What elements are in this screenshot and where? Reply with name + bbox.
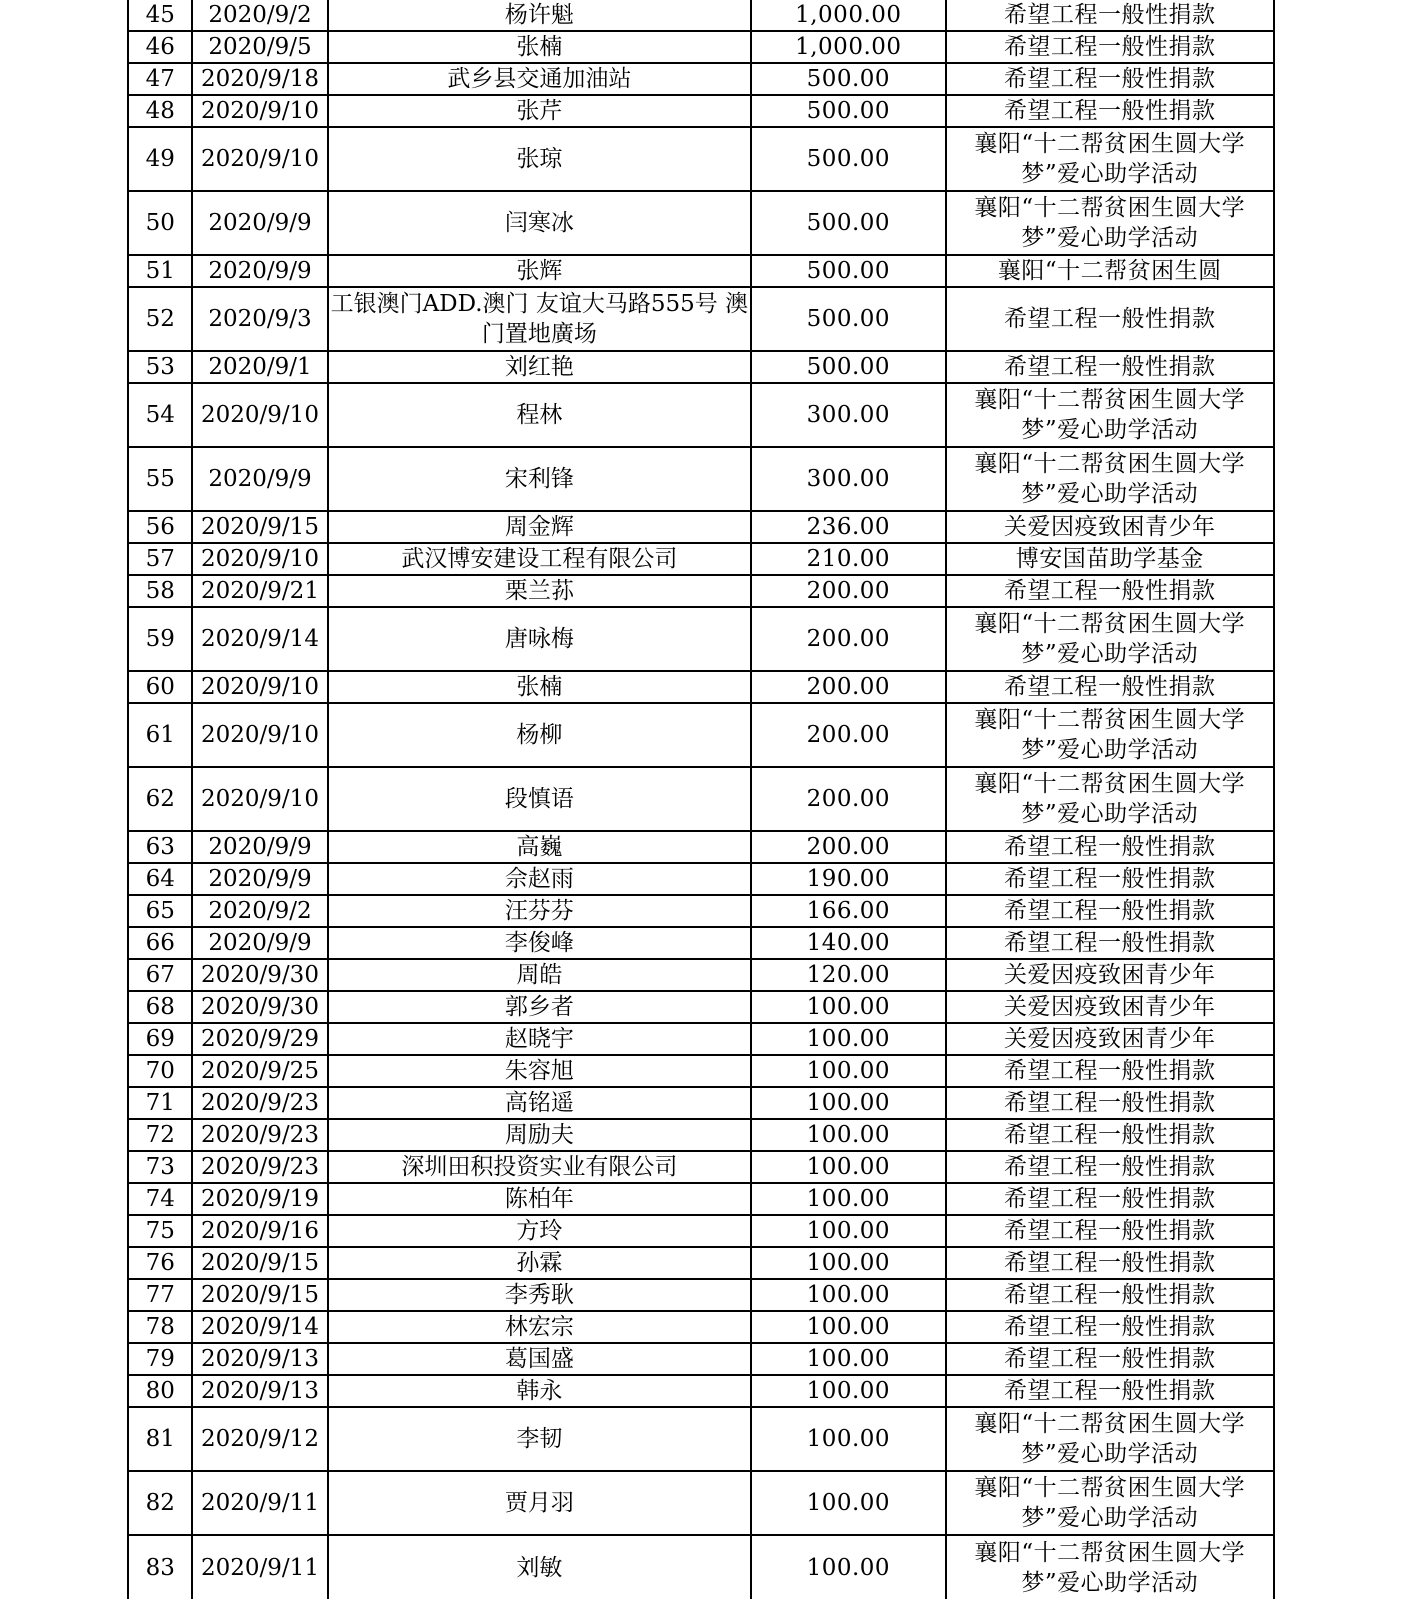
cell-donor-name: 栗兰荪 [328,575,752,607]
cell-serial-number: 65 [128,895,192,927]
cell-amount: 100.00 [751,1471,945,1535]
cell-project: 希望工程一般性捐款 [946,1055,1274,1087]
cell-date: 2020/9/10 [192,95,327,127]
cell-date: 2020/9/10 [192,671,327,703]
cell-donor-name: 闫寒冰 [328,191,752,255]
cell-project: 襄阳“十二帮贫困生圆大学梦”爱心助学活动 [946,767,1274,831]
cell-donor-name: 周皓 [328,959,752,991]
cell-date: 2020/9/1 [192,351,327,383]
cell-amount: 200.00 [751,607,945,671]
cell-amount: 100.00 [751,1407,945,1471]
cell-serial-number: 47 [128,63,192,95]
cell-serial-number: 69 [128,1023,192,1055]
cell-project: 希望工程一般性捐款 [946,31,1274,63]
table-row [128,767,1274,831]
table-row [128,671,1274,703]
cell-date: 2020/9/14 [192,607,327,671]
cell-date: 2020/9/3 [192,287,327,351]
cell-project: 襄阳“十二帮贫困生圆大学梦”爱心助学活动 [946,127,1274,191]
cell-amount: 1,000.00 [751,31,945,63]
cell-serial-number: 78 [128,1311,192,1343]
table-row [128,543,1274,575]
cell-serial-number: 54 [128,383,192,447]
cell-date: 2020/9/11 [192,1471,327,1535]
cell-amount: 200.00 [751,671,945,703]
cell-serial-number: 70 [128,1055,192,1087]
cell-serial-number: 74 [128,1183,192,1215]
cell-project: 希望工程一般性捐款 [946,1119,1274,1151]
cell-amount: 200.00 [751,767,945,831]
cell-donor-name: 张琼 [328,127,752,191]
table-row [128,607,1274,671]
table-row [128,1119,1274,1151]
cell-amount: 236.00 [751,511,945,543]
cell-project: 希望工程一般性捐款 [946,351,1274,383]
cell-project: 襄阳“十二帮贫困生圆大学梦”爱心助学活动 [946,1407,1274,1471]
cell-date: 2020/9/14 [192,1311,327,1343]
table-row [128,575,1274,607]
cell-donor-name: 孙霖 [328,1247,752,1279]
cell-serial-number: 73 [128,1151,192,1183]
cell-serial-number: 62 [128,767,192,831]
cell-donor-name: 程林 [328,383,752,447]
table-row [128,383,1274,447]
cell-amount: 190.00 [751,863,945,895]
cell-date: 2020/9/25 [192,1055,327,1087]
cell-amount: 100.00 [751,1183,945,1215]
table-row [128,511,1274,543]
table-row [128,1471,1274,1535]
cell-project: 襄阳“十二帮贫困生圆大学梦”爱心助学活动 [946,607,1274,671]
cell-serial-number: 71 [128,1087,192,1119]
cell-project: 希望工程一般性捐款 [946,1183,1274,1215]
cell-donor-name: 张楠 [328,31,752,63]
cell-project: 关爱因疫致困青少年 [946,511,1274,543]
cell-date: 2020/9/23 [192,1151,327,1183]
cell-serial-number: 80 [128,1375,192,1407]
cell-amount: 100.00 [751,1119,945,1151]
cell-donor-name: 陈柏年 [328,1183,752,1215]
cell-serial-number: 68 [128,991,192,1023]
table-row [128,1407,1274,1471]
cell-donor-name: 刘红艳 [328,351,752,383]
cell-amount: 200.00 [751,831,945,863]
cell-project: 希望工程一般性捐款 [946,575,1274,607]
cell-serial-number: 52 [128,287,192,351]
cell-project: 襄阳“十二帮贫困生圆大学梦”爱心助学活动 [946,703,1274,767]
cell-amount: 100.00 [751,1055,945,1087]
table-row [128,1375,1274,1407]
cell-date: 2020/9/19 [192,1183,327,1215]
cell-serial-number: 50 [128,191,192,255]
cell-serial-number: 81 [128,1407,192,1471]
cell-project: 希望工程一般性捐款 [946,895,1274,927]
cell-amount: 100.00 [751,1023,945,1055]
cell-serial-number: 56 [128,511,192,543]
table-row [128,1023,1274,1055]
cell-donor-name: 汪芬芬 [328,895,752,927]
cell-project: 襄阳“十二帮贫困生圆大学梦”爱心助学活动 [946,1535,1274,1599]
cell-date: 2020/9/23 [192,1119,327,1151]
cell-amount: 100.00 [751,991,945,1023]
cell-donor-name: 杨柳 [328,703,752,767]
table-row [128,1151,1274,1183]
table-row [128,31,1274,63]
cell-serial-number: 63 [128,831,192,863]
cell-donor-name: 朱容旭 [328,1055,752,1087]
cell-date: 2020/9/9 [192,863,327,895]
cell-project: 希望工程一般性捐款 [946,1311,1274,1343]
table-row [128,447,1274,511]
cell-amount: 100.00 [751,1535,945,1599]
cell-project: 希望工程一般性捐款 [946,95,1274,127]
cell-project: 希望工程一般性捐款 [946,1279,1274,1311]
cell-serial-number: 45 [128,0,192,31]
cell-project: 希望工程一般性捐款 [946,0,1274,31]
cell-amount: 500.00 [751,95,945,127]
table-row [128,191,1274,255]
cell-serial-number: 57 [128,543,192,575]
cell-donor-name: 工银澳门ADD.澳门 友谊大马路555号 澳门置地廣场 [328,287,752,351]
cell-project: 希望工程一般性捐款 [946,863,1274,895]
cell-donor-name: 刘敏 [328,1535,752,1599]
cell-amount: 100.00 [751,1375,945,1407]
cell-project: 希望工程一般性捐款 [946,1087,1274,1119]
cell-amount: 500.00 [751,63,945,95]
cell-donor-name: 周励夫 [328,1119,752,1151]
cell-date: 2020/9/30 [192,959,327,991]
cell-project: 希望工程一般性捐款 [946,927,1274,959]
cell-project: 希望工程一般性捐款 [946,1247,1274,1279]
table-row [128,1247,1274,1279]
cell-amount: 500.00 [751,287,945,351]
table-row [128,831,1274,863]
cell-date: 2020/9/23 [192,1087,327,1119]
table-row [128,703,1274,767]
cell-serial-number: 66 [128,927,192,959]
cell-serial-number: 83 [128,1535,192,1599]
cell-donor-name: 武乡县交通加油站 [328,63,752,95]
cell-serial-number: 48 [128,95,192,127]
table-row [128,95,1274,127]
cell-donor-name: 方玲 [328,1215,752,1247]
cell-date: 2020/9/9 [192,927,327,959]
cell-serial-number: 82 [128,1471,192,1535]
cell-donor-name: 武汉博安建设工程有限公司 [328,543,752,575]
cell-date: 2020/9/15 [192,1279,327,1311]
cell-project: 襄阳“十二帮贫困生圆大学梦”爱心助学活动 [946,1471,1274,1535]
cell-project: 关爱因疫致困青少年 [946,1023,1274,1055]
cell-donor-name: 李俊峰 [328,927,752,959]
cell-serial-number: 58 [128,575,192,607]
cell-serial-number: 76 [128,1247,192,1279]
table-row [128,1087,1274,1119]
cell-project: 襄阳“十二帮贫困生圆大学梦”爱心助学活动 [946,383,1274,447]
table-row [128,1343,1274,1375]
cell-project: 希望工程一般性捐款 [946,1151,1274,1183]
table-row [128,1055,1274,1087]
cell-donor-name: 赵晓宇 [328,1023,752,1055]
table-row [128,927,1274,959]
cell-serial-number: 64 [128,863,192,895]
cell-donor-name: 李秀耿 [328,1279,752,1311]
cell-donor-name: 周金辉 [328,511,752,543]
table-row [128,1215,1274,1247]
cell-amount: 200.00 [751,703,945,767]
cell-date: 2020/9/9 [192,191,327,255]
cell-date: 2020/9/15 [192,511,327,543]
table-row [128,959,1274,991]
cell-project: 襄阳“十二帮贫困生圆大学梦”爱心助学活动 [946,447,1274,511]
cell-amount: 300.00 [751,383,945,447]
cell-date: 2020/9/30 [192,991,327,1023]
cell-donor-name: 宋利锋 [328,447,752,511]
cell-serial-number: 75 [128,1215,192,1247]
cell-date: 2020/9/18 [192,63,327,95]
cell-project: 希望工程一般性捐款 [946,287,1274,351]
cell-project: 关爱因疫致困青少年 [946,959,1274,991]
table-row [128,255,1274,287]
cell-amount: 210.00 [751,543,945,575]
cell-amount: 500.00 [751,127,945,191]
cell-date: 2020/9/2 [192,895,327,927]
cell-project: 希望工程一般性捐款 [946,1343,1274,1375]
table-row [128,0,1274,31]
table-row [128,1183,1274,1215]
cell-date: 2020/9/12 [192,1407,327,1471]
cell-donor-name: 葛国盛 [328,1343,752,1375]
cell-amount: 1,000.00 [751,0,945,31]
table-row [128,1279,1274,1311]
cell-donor-name: 高铭遥 [328,1087,752,1119]
cell-project: 希望工程一般性捐款 [946,63,1274,95]
cell-date: 2020/9/10 [192,703,327,767]
table-row [128,63,1274,95]
table-row [128,1311,1274,1343]
cell-serial-number: 77 [128,1279,192,1311]
cell-serial-number: 59 [128,607,192,671]
cell-amount: 300.00 [751,447,945,511]
cell-amount: 500.00 [751,191,945,255]
table-row [128,863,1274,895]
cell-date: 2020/9/11 [192,1535,327,1599]
cell-serial-number: 49 [128,127,192,191]
cell-serial-number: 53 [128,351,192,383]
cell-amount: 100.00 [751,1087,945,1119]
cell-donor-name: 贾月羽 [328,1471,752,1535]
cell-project: 希望工程一般性捐款 [946,1375,1274,1407]
cell-donor-name: 深圳田积投资实业有限公司 [328,1151,752,1183]
cell-amount: 140.00 [751,927,945,959]
cell-project: 希望工程一般性捐款 [946,831,1274,863]
cell-donor-name: 段慎语 [328,767,752,831]
cell-amount: 166.00 [751,895,945,927]
table-row [128,127,1274,191]
cell-date: 2020/9/9 [192,447,327,511]
table-row [128,287,1274,351]
cell-serial-number: 67 [128,959,192,991]
cell-donor-name: 韩永 [328,1375,752,1407]
cell-amount: 100.00 [751,1247,945,1279]
cell-date: 2020/9/5 [192,31,327,63]
table-row [128,991,1274,1023]
cell-date: 2020/9/16 [192,1215,327,1247]
cell-donor-name: 郭乡者 [328,991,752,1023]
cell-date: 2020/9/10 [192,767,327,831]
donation-table [127,0,1275,1599]
cell-date: 2020/9/10 [192,383,327,447]
cell-date: 2020/9/10 [192,127,327,191]
cell-donor-name: 张辉 [328,255,752,287]
cell-donor-name: 高巍 [328,831,752,863]
cell-date: 2020/9/13 [192,1343,327,1375]
cell-date: 2020/9/29 [192,1023,327,1055]
cell-amount: 500.00 [751,351,945,383]
table-row [128,895,1274,927]
cell-serial-number: 46 [128,31,192,63]
cell-amount: 200.00 [751,575,945,607]
cell-amount: 100.00 [751,1343,945,1375]
cell-amount: 100.00 [751,1151,945,1183]
cell-donor-name: 张芹 [328,95,752,127]
cell-project: 关爱因疫致困青少年 [946,991,1274,1023]
cell-amount: 100.00 [751,1311,945,1343]
cell-date: 2020/9/9 [192,255,327,287]
cell-amount: 100.00 [751,1279,945,1311]
cell-date: 2020/9/15 [192,1247,327,1279]
table-body [128,0,1274,1599]
cell-donor-name: 林宏宗 [328,1311,752,1343]
cell-serial-number: 72 [128,1119,192,1151]
cell-project: 博安国苗助学基金 [946,543,1274,575]
cell-serial-number: 61 [128,703,192,767]
cell-serial-number: 51 [128,255,192,287]
cell-serial-number: 55 [128,447,192,511]
cell-date: 2020/9/2 [192,0,327,31]
cell-project: 襄阳“十二帮贫困生圆 [946,255,1274,287]
cell-project: 襄阳“十二帮贫困生圆大学梦”爱心助学活动 [946,191,1274,255]
cell-project: 希望工程一般性捐款 [946,1215,1274,1247]
cell-serial-number: 79 [128,1343,192,1375]
cell-amount: 100.00 [751,1215,945,1247]
cell-serial-number: 60 [128,671,192,703]
table-row [128,351,1274,383]
cell-donor-name: 唐咏梅 [328,607,752,671]
cell-date: 2020/9/10 [192,543,327,575]
table-row [128,1535,1274,1599]
cell-donor-name: 李韧 [328,1407,752,1471]
cell-amount: 120.00 [751,959,945,991]
cell-amount: 500.00 [751,255,945,287]
cell-date: 2020/9/21 [192,575,327,607]
cell-date: 2020/9/9 [192,831,327,863]
cell-donor-name: 张楠 [328,671,752,703]
cell-donor-name: 杨许魁 [328,0,752,31]
cell-project: 希望工程一般性捐款 [946,671,1274,703]
cell-date: 2020/9/13 [192,1375,327,1407]
cell-donor-name: 佘赵雨 [328,863,752,895]
